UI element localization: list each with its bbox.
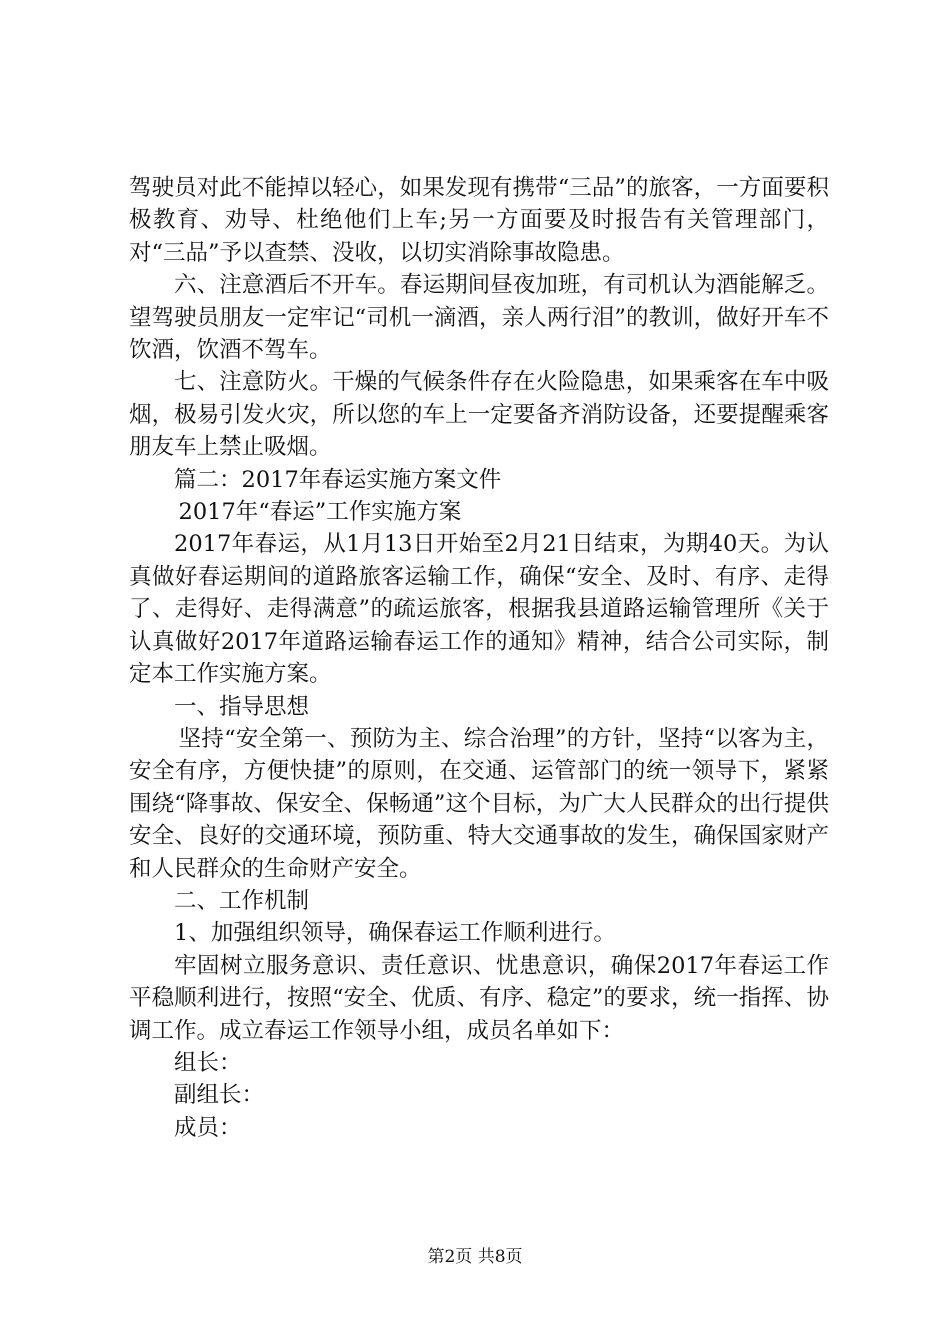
paragraph-1: 驾驶员对此不能掉以轻心，如果发现有携带“三品”的旅客，一方面要积极教育、劝导、杜绝他们上车;另一方面要及时报告有关管理部门，对“三品”予以查禁、没收，以切实消除事故隐患。 <box>129 175 829 266</box>
page-number-footer: 第2页 共8页 <box>427 1247 523 1267</box>
paragraph-2: 六、注意酒后不开车。春运期间昼夜加班，有司机认为酒能解乏。望驾驶员朋友一定牢记“司机一滴酒，亲人两行泪”的教训，做好开车不饮酒，饮酒不驾车。 <box>129 272 829 364</box>
subheading-organization: 1、加强组织领导，确保春运工作顺利进行。 <box>174 920 616 947</box>
document-body <box>129 172 829 1144</box>
paragraph-guiding-ideology: 坚持“安全第一、预防为主、综合治理”的方针，坚持“以客为主，安全有序，方便快捷”的原则，在交通、运管部门的统一领导下，紧紧围绕“降事故、保安全、保畅通”这个目标，为广大人民群众的出行提供安全、良好的交通环境，预防重、特大交通事故的发生，确保国家财产和人民群众的生命财产安全。 <box>129 725 829 882</box>
heading-work-mechanism: 二、工作机制 <box>174 887 310 914</box>
section-heading-part-two: 篇二：2017年春运实施方案文件 <box>174 466 502 493</box>
paragraph-organization: 牢固树立服务意识、责任意识、忧患意识，确保2017年春运工作平稳顺利进行，按照“安全、优质、有序、稳定”的要求，统一指挥、协调工作。成立春运工作领导小组，成员名单如下： <box>129 952 829 1044</box>
list-item-deputy-leader: 副组长： <box>174 1082 265 1109</box>
paragraph-3: 七、注意防火。干燥的气候条件存在火险隐患，如果乘客在车中吸烟，极易引发火灾，所以您的车上一定要备齐消防设备，还要提醒乘客朋友车上禁止吸烟。 <box>129 369 829 461</box>
paragraph-intro: 2017年春运，从1月13日开始至2月21日结束，为期40天。为认真做好春运期间的道路旅客运输工作，确保“安全、及时、有序、走得了、走得好、走得满意”的疏运旅客，根据我县道路运输管理所《关于认真做好2017年道路运输春运工作的通知》精神，结合公司实际，制定本工作实施方案。 <box>129 531 829 688</box>
heading-guiding-ideology: 一、指导思想 <box>174 693 310 720</box>
list-item-members: 成员： <box>174 1114 242 1141</box>
list-item-leader: 组长： <box>174 1049 242 1076</box>
plan-title: 2017年“春运”工作实施方案 <box>178 499 462 526</box>
